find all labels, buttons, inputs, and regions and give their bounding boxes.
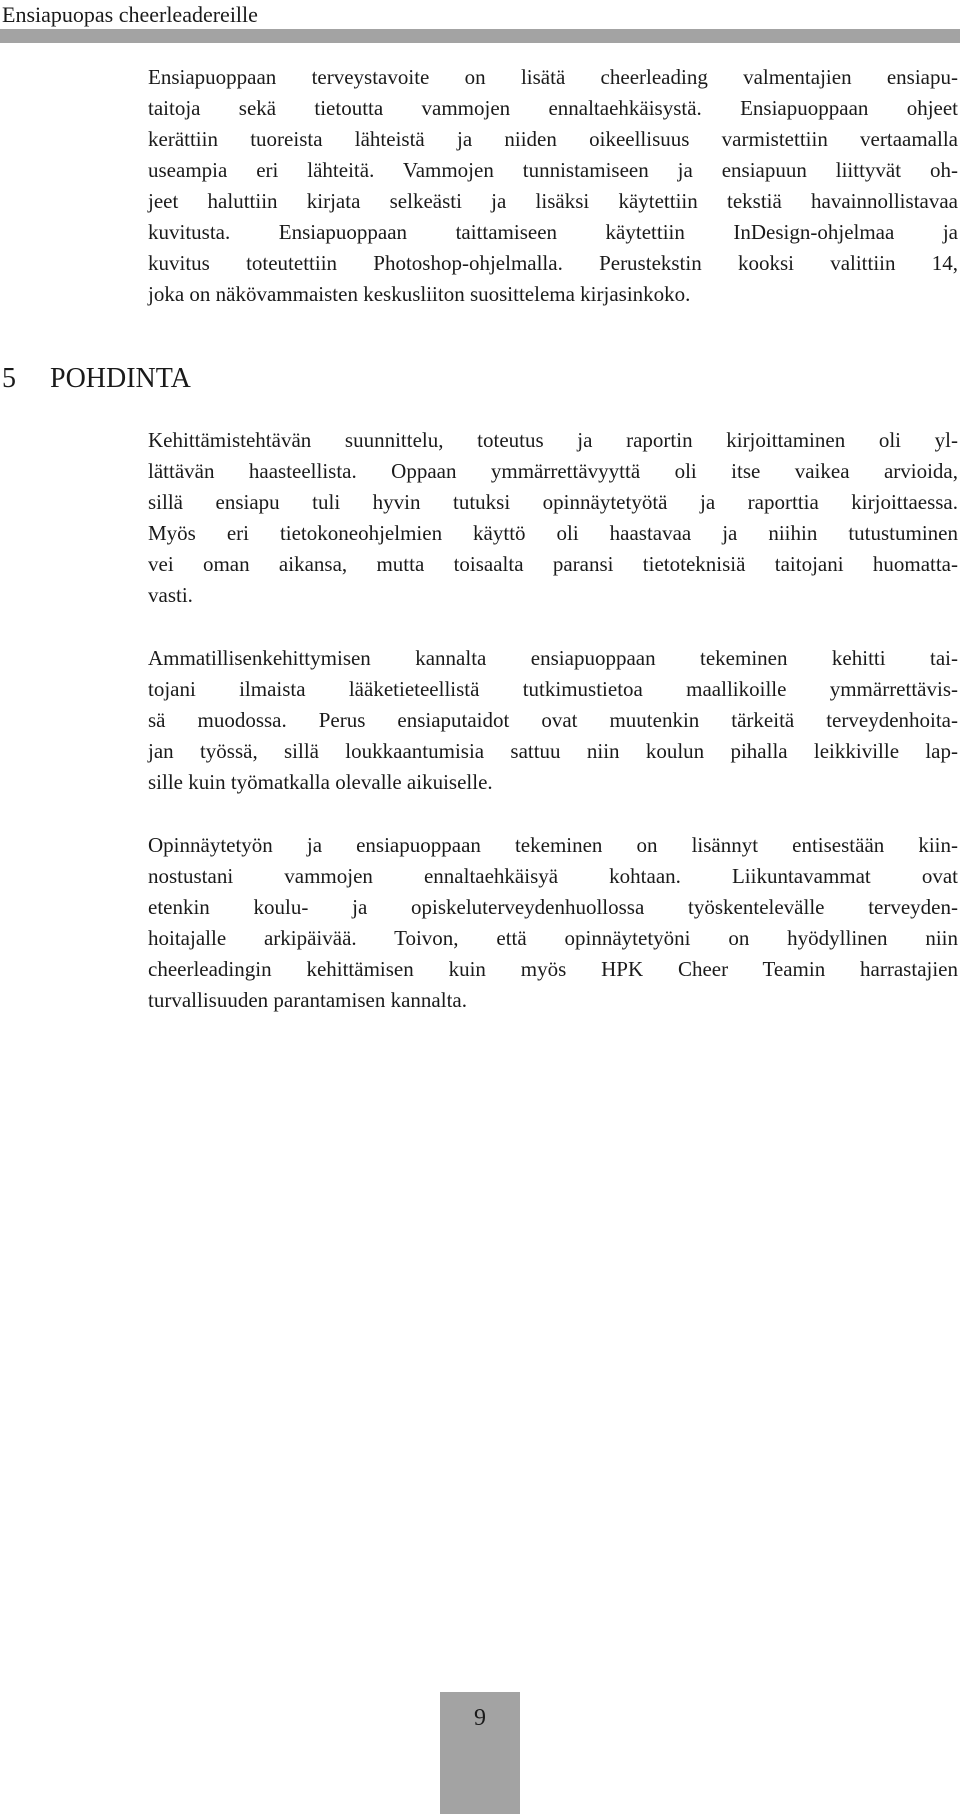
text-line: hoitajalle arkipäivää. Toivon, että opinnäytetyöni on hyödyllinen niin: [148, 926, 958, 950]
text-line: Ammatillisenkehittymisen kannalta ensiapuoppaan tekeminen kehitti tai-: [148, 646, 958, 670]
text-line: Opinnäytetyön ja ensiapuoppaan tekeminen on lisännyt entisestään kiin-: [148, 833, 958, 857]
text-line: jan työssä, sillä loukkaantumisia sattuu niin koulun pihalla leikkiville lap-: [148, 739, 958, 763]
text-line: Kehittämistehtävän suunnittelu, toteutus ja raportin kirjoittaminen oli yl-: [148, 428, 958, 452]
section-title: POHDINTA: [50, 363, 191, 394]
text-line: nostustani vammojen ennaltaehkäisyä kohtaan. Liikuntavammat ovat: [148, 864, 958, 888]
section-heading: [2, 362, 191, 396]
text-line: vei oman aikansa, mutta toisaalta paransi tietoteknisiä taitojani huomatta-: [148, 552, 958, 576]
page-number: 9: [474, 1705, 486, 1731]
text-line: tojani ilmaista lääketieteellistä tutkimustietoa maallikoille ymmärrettävis-: [148, 677, 958, 701]
header-rule: [0, 29, 960, 43]
paragraph-2: [148, 643, 958, 798]
section-number: 5: [2, 363, 16, 394]
text-line: sillä ensiapu tuli hyvin tutuksi opinnäytetyötä ja raporttia kirjoittaessa.: [148, 490, 958, 514]
text-line: taitoja sekä tietoutta vammojen ennaltaehkäisystä. Ensiapuoppaan ohjeet: [148, 96, 958, 120]
text-line: joka on näkövammaisten keskusliiton suosittelema kirjasinkoko.: [148, 282, 691, 306]
paragraph-intro: [148, 62, 958, 310]
text-line: sä muodossa. Perus ensiaputaidot ovat muutenkin tärkeitä terveydenhoita-: [148, 708, 958, 732]
text-line: kuvitus toteutettiin Photoshop-ohjelmalla. Perustekstin kooksi valittiin 14,: [148, 251, 958, 275]
text-line: kerättiin tuoreista lähteistä ja niiden oikeellisuus varmistettiin vertaamalla: [148, 127, 958, 151]
text-line: cheerleadingin kehittämisen kuin myös HPK Cheer Teamin harrastajien: [148, 957, 958, 981]
text-line: sille kuin työmatkalla olevalle aikuiselle.: [148, 770, 493, 794]
text-line: vasti.: [148, 583, 193, 607]
text-line: etenkin koulu- ja opiskeluterveydenhuollossa työskentelevälle terveyden-: [148, 895, 958, 919]
text-line: useampia eri lähteitä. Vammojen tunnistamiseen ja ensiapuun liittyvät oh-: [148, 158, 958, 182]
paragraph-1: [148, 425, 958, 611]
text-line: Myös eri tietokoneohjelmien käyttö oli haastavaa ja niihin tutustuminen: [148, 521, 958, 545]
paragraph-3: [148, 830, 958, 1016]
text-line: jeet haluttiin kirjata selkeästi ja lisäksi käytettiin tekstiä havainnollistavaa: [148, 189, 958, 213]
text-line: Ensiapuoppaan terveystavoite on lisätä cheerleading valmentajien ensiapu-: [148, 65, 958, 89]
text-line: turvallisuuden parantamisen kannalta.: [148, 988, 467, 1012]
document-title: Ensiapuopas cheerleadereille: [2, 2, 258, 27]
text-line: kuvitusta. Ensiapuoppaan taittamiseen käytettiin InDesign-ohjelmaa ja: [148, 220, 958, 244]
page-number-box: [440, 1692, 520, 1814]
text-line: lättävän haasteellista. Oppaan ymmärrettävyyttä oli itse vaikea arvioida,: [148, 459, 958, 483]
running-header: [0, 0, 960, 46]
